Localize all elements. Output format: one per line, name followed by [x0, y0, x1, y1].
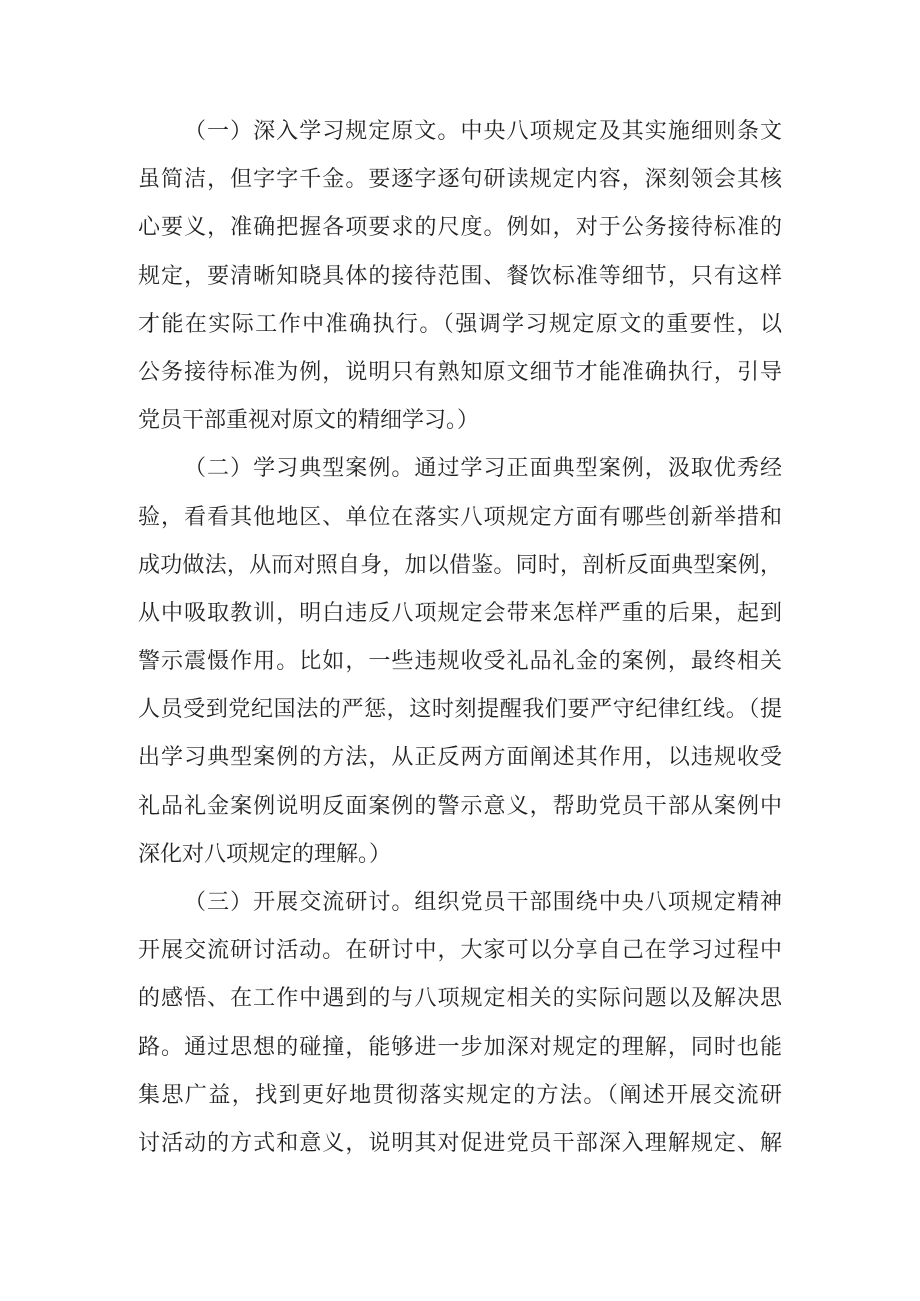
- paragraph-1: [138, 108, 782, 445]
- text-line: 虽简洁，但字字千金。要逐字逐句研读规定内容，深刻领会其核: [138, 167, 782, 193]
- text-line: （三）开展交流研讨。组织党员干部围绕中央八项规定精神: [184, 890, 782, 915]
- text-line: 成功做法，从而对照自身，加以借鉴。同时，剖析反面典型案例，: [138, 552, 782, 578]
- text-line: 心要义，准确把握各项要求的尺度。例如，对于公务接待标准的: [138, 215, 782, 241]
- text-line: 深化对八项规定的理解。）: [138, 841, 392, 867]
- text-line: （二）学习典型案例。通过学习正面典型案例，汲取优秀经: [184, 456, 782, 482]
- text-line: 人员受到党纪国法的严惩，这时刻提醒我们要严守纪律红线。（提: [138, 697, 782, 723]
- text-line: 路。通过思想的碰撞，能够进一步加深对规定的理解，同时也能: [138, 1034, 782, 1060]
- paragraph-2: [138, 445, 782, 879]
- text-line: 出学习典型案例的方法，从正反两方面阐述其作用，以违规收受: [138, 745, 782, 771]
- text-line: （一）深入学习规定原文。中央八项规定及其实施细则条文: [184, 119, 782, 144]
- text-line: 规定，要清晰知晓具体的接待范围、餐饮标准等细节，只有这样: [138, 263, 782, 289]
- text-line: 的感悟、在工作中遇到的与八项规定相关的实际问题以及解决思: [138, 986, 782, 1012]
- text-line: 验，看看其他地区、单位在落实八项规定方面有哪些创新举措和: [138, 504, 782, 530]
- text-line: 公务接待标准为例，说明只有熟知原文细节才能准确执行，引导: [138, 359, 782, 385]
- text-line: 开展交流研讨活动。在研讨中，大家可以分享自己在学习过程中: [138, 938, 782, 964]
- text-line: 警示震慑作用。比如，一些违规收受礼品礼金的案例，最终相关: [138, 649, 782, 675]
- text-line: 礼品礼金案例说明反面案例的警示意义，帮助党员干部从案例中: [138, 793, 782, 819]
- text-line: 从中吸取教训，明白违反八项规定会带来怎样严重的后果，起到: [138, 600, 782, 626]
- document-body: [138, 108, 782, 1168]
- text-line: 集思广益，找到更好地贯彻落实规定的方法。（阐述开展交流研: [138, 1082, 782, 1108]
- text-line: 党员干部重视对原文的精细学习。）: [138, 408, 480, 434]
- paragraph-3: [138, 879, 782, 1168]
- text-line: 讨活动的方式和意义，说明其对促进党员干部深入理解规定、解: [138, 1130, 782, 1156]
- text-line: 才能在实际工作中准确执行。（强调学习规定原文的重要性，以: [138, 311, 782, 337]
